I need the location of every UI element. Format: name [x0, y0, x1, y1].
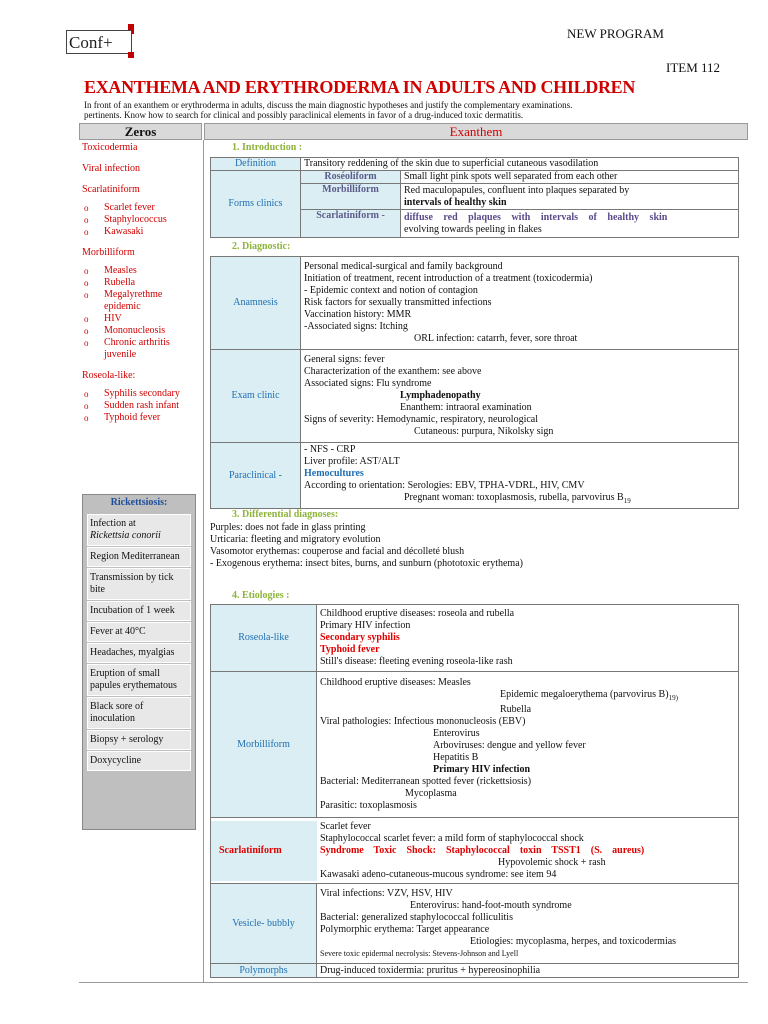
bottom-border	[79, 982, 748, 983]
scarlatiniform-list	[82, 202, 200, 238]
etiology-line: Rubella	[500, 704, 532, 715]
polymorphs-content: Drug-induced toxidermia: pruritus + hypereosinophilia	[317, 964, 739, 978]
etiology-line: Enterovirus	[433, 728, 480, 739]
exam-line: Characterization of the exanthem: see above	[304, 366, 482, 377]
infection-species: Rickettsia conorii	[90, 530, 161, 541]
megaloerythema-subscript: 19)	[668, 694, 678, 702]
forms-clinics-label: Forms clinics	[211, 171, 301, 238]
polymorphs-label: Polymorphs	[211, 964, 317, 978]
section-introduction: 1. Introduction :	[232, 142, 303, 153]
paraclinical-pregnant: Pregnant woman: toxoplasmosis, rubella, parvovirus B	[404, 492, 624, 503]
etiology-line: Still's disease: fleeting evening roseola-like rash	[320, 656, 513, 667]
rickettsiosis-cell: Incubation of 1 week	[87, 601, 191, 621]
list-item: o Sudden rash infant	[82, 400, 200, 412]
etiology-line	[320, 689, 735, 704]
etiology-line: Primary HIV infection	[320, 620, 411, 631]
scarlatiniform-desc-2: evolving towards peeling in flakes	[404, 223, 542, 235]
list-item: o Chronic arthritis juvenile	[82, 337, 200, 361]
exam-content	[301, 350, 739, 443]
list-item: o Staphylococcus	[82, 214, 200, 226]
differential-list	[210, 522, 740, 570]
list-item: o Kawasaki	[82, 226, 200, 238]
etiology-line: Parasitic: toxoplasmosis	[320, 800, 417, 811]
anamnesis-line: ORL infection: catarrh, fever, sore throat	[414, 333, 578, 344]
zeros-column-header: Zeros	[79, 123, 202, 140]
list-item: o Megalyrethme epidemic	[82, 289, 200, 313]
zeros-roseola: Roseola-like:	[82, 370, 136, 381]
etiology-line: Kawasaki adeno-cutaneous-mucous syndrome: see item 94	[320, 868, 557, 880]
exam-line: Enanthem: intraoral examination	[400, 402, 532, 413]
etiology-line: Severe toxic epidermal necrolysis: Stevens-Johnson and Lyell	[320, 948, 519, 958]
roseoliform-label: Roséoliform	[301, 171, 401, 184]
intro-line-1: In front of an exanthem or erythroderma in adults, discuss the main diagnostic hypotheses and justify the complementary examinations.	[84, 100, 573, 110]
scarlatiniform-etiology-label: Scarlatiniform	[219, 844, 282, 856]
rickettsiosis-cell: Black sore of inoculation	[87, 697, 191, 729]
list-item: o Measles	[82, 265, 200, 277]
etiology-line: Staphylococcal scarlet fever: a mild form of staphylococcal shock	[320, 832, 584, 844]
rickettsiosis-title: Rickettsiosis:	[110, 497, 168, 508]
morbilliform-etiology-label: Morbilliform	[211, 672, 317, 818]
etiology-line: Typhoid fever	[320, 644, 380, 655]
exam-line: Cutaneous: purpura, Nikolsky sign	[414, 426, 554, 437]
etiology-line: Childhood eruptive diseases: Measles	[320, 677, 471, 688]
etiology-line: Bacterial: Mediterranean spotted fever (rickettsiosis)	[320, 776, 532, 787]
logo-box	[66, 30, 132, 54]
etiology-line: Mycoplasma	[405, 788, 457, 799]
rickettsiosis-cell: Doxycycline	[87, 751, 191, 771]
rickettsiosis-cell: Region Mediterranean	[87, 547, 191, 567]
page-title: EXANTHEMA AND ERYTHRODERMA IN ADULTS AND CHILDREN	[84, 77, 636, 97]
differential-item: Purples: does not fade in glass printing	[210, 522, 366, 533]
section-etiologies: 4. Etiologies :	[232, 590, 290, 601]
anamnesis-line: Personal medical-surgical and family background	[304, 261, 503, 272]
etiology-line: Arboviruses: dengue and yellow fever	[433, 740, 586, 751]
rickettsiosis-infection	[87, 514, 191, 546]
roseola-list	[82, 388, 200, 424]
vesicle-bubbly-content	[317, 884, 739, 964]
scarlatiniform-etiology-row	[211, 818, 739, 884]
rickettsiosis-cell: Eruption of small papules erythematous	[87, 664, 191, 696]
etiology-line: Polymorphic erythema: Target appearance	[320, 923, 490, 935]
megaloerythema-text: Epidemic megaloerythema (parvovirus B)	[500, 689, 669, 700]
introduction-table	[210, 157, 739, 238]
differential-item: Urticaria: fleeting and migratory evolution	[210, 534, 381, 545]
logo-accent-bottom	[128, 52, 134, 58]
tss-line	[211, 845, 738, 857]
parvovirus-subscript: 19	[623, 497, 631, 505]
anamnesis-line: Initiation of treatment, recent introduction of a treatment (toxicodermia)	[304, 273, 593, 284]
list-item: o Syphilis secondary	[82, 388, 200, 400]
etiology-line: Viral infections: VZV, HSV, HIV	[320, 887, 453, 899]
scarlatiniform-text	[401, 210, 739, 238]
etiology-line: Bacterial: generalized staphylococcal folliculitis	[320, 911, 513, 923]
vesicle-bubbly-label: Vesicle- bubbly	[211, 884, 317, 964]
etiology-line: Hypovolemic shock + rash	[498, 856, 606, 868]
scarlatiniform-desc: diffuse red plaques with intervals of healthy skin	[404, 211, 668, 223]
paraclinical-line: Hemocultures	[304, 468, 364, 479]
rickettsiosis-box	[82, 494, 196, 830]
intro-line-2: pertinents. Know how to search for clinical and possibly paraclinical elements in favor of a drug-induced toxic dermatitis.	[84, 110, 524, 120]
exam-line: Lymphadenopathy	[400, 390, 481, 401]
toxic-shock-line: Syndrome Toxic Shock: Staphylococcal toxin TSST1 (S. aureus)	[320, 844, 645, 856]
zeros-scarlatiniform: Scarlatiniform	[82, 184, 140, 195]
exam-line: Associated signs: Flu syndrome	[304, 378, 432, 389]
list-item: o Typhoid fever	[82, 412, 200, 424]
etiology-line: Etiologies: mycoplasma, herpes, and toxicodermias	[470, 935, 677, 947]
paraclinical-line: - NFS - CRP	[304, 444, 356, 455]
etiology-line: Primary HIV infection	[433, 764, 531, 775]
etiologies-table	[210, 604, 739, 978]
rickettsiosis-cell: Biopsy + serology	[87, 730, 191, 750]
zeros-morbilliform: Morbilliform	[82, 247, 135, 258]
etiology-line: Viral pathologies: Infectious mononucleosis (EBV)	[320, 716, 526, 727]
scarlatiniform-label: Scarlatiniform -	[301, 210, 401, 238]
morbilliform-label: Morbilliform	[301, 184, 401, 210]
paraclinical-line: According to orientation: Serologies: EBV, TPHA-VDRL, HIV, CMV	[304, 480, 585, 491]
anamnesis-label: Anamnesis	[211, 257, 301, 350]
etiology-line: Secondary syphilis	[320, 632, 400, 643]
roseola-like-label: Roseola-like	[211, 605, 317, 672]
anamnesis-line: - Epidemic context and notion of contagion	[304, 285, 478, 296]
rickettsiosis-cell: Transmission by tick bite	[87, 568, 191, 600]
morbilliform-text	[401, 184, 739, 210]
program-label: NEW PROGRAM	[567, 26, 664, 41]
logo-text: Conf+	[69, 33, 113, 52]
paraclinical-label: Paraclinical -	[211, 443, 301, 509]
etiology-line: Scarlet fever	[320, 820, 371, 832]
item-number: ITEM 112	[666, 60, 721, 75]
list-item: o HIV	[82, 313, 200, 325]
differential-item: Vasomotor erythemas: couperose and facial and décolleté blush	[210, 546, 465, 557]
rickettsiosis-cell: Fever at 40°C	[87, 622, 191, 642]
differential-item: - Exogenous erythema: insect bites, burns, and sunburn (phototoxic erythema)	[210, 558, 523, 569]
anamnesis-line: Risk factors for sexually transmitted infections	[304, 297, 492, 308]
morbilliform-etiology-content	[317, 672, 739, 818]
etiology-line: Childhood eruptive diseases: roseola and rubella	[320, 608, 515, 619]
definition-label: Definition	[211, 158, 301, 171]
list-item: o Scarlet fever	[82, 202, 200, 214]
exam-line: General signs: fever	[304, 354, 385, 365]
etiology-line: Enterovirus: hand-foot-mouth syndrome	[410, 899, 572, 911]
exam-clinic-label: Exam clinic	[211, 350, 301, 443]
paraclinical-line: Liver profile: AST/ALT	[304, 456, 400, 467]
zeros-toxicodermia: Toxicodermia	[82, 142, 138, 153]
anamnesis-line: -Associated signs: Itching	[304, 321, 408, 332]
morbilliform-desc-bold: intervals of healthy skin	[404, 196, 507, 208]
definition-text: Transitory reddening of the skin due to superficial cutaneous vasodilation	[301, 158, 739, 171]
rickettsiosis-cell: Headaches, myalgias	[87, 643, 191, 663]
paraclinical-line	[304, 492, 735, 507]
anamnesis-content	[301, 257, 739, 350]
morbilliform-list	[82, 265, 200, 361]
section-differential: 3. Differential diagnoses:	[232, 509, 339, 520]
list-item: o Rubella	[82, 277, 200, 289]
exanthem-column-header: Exanthem	[204, 123, 748, 140]
paraclinical-content	[301, 443, 739, 509]
roseola-like-content	[317, 605, 739, 672]
exam-line: Signs of severity: Hemodynamic, respiratory, neurological	[304, 414, 539, 425]
anamnesis-line: Vaccination history: MMR	[304, 309, 412, 320]
roseoliform-text: Small light pink spots well separated from each other	[401, 171, 739, 184]
intro-text	[84, 100, 734, 120]
etiology-line: Hepatitis B	[433, 752, 479, 763]
list-item: o Mononucleosis	[82, 325, 200, 337]
column-divider	[203, 140, 204, 983]
conf-plus-logo	[66, 24, 134, 58]
section-diagnostic: 2. Diagnostic:	[232, 241, 291, 252]
zeros-list	[82, 142, 200, 424]
zeros-viral: Viral infection	[82, 163, 140, 174]
diagnostic-table	[210, 256, 739, 509]
infection-label: Infection at	[90, 518, 136, 529]
morbilliform-desc: Red maculopapules, confluent into plaques separated by	[404, 184, 630, 196]
